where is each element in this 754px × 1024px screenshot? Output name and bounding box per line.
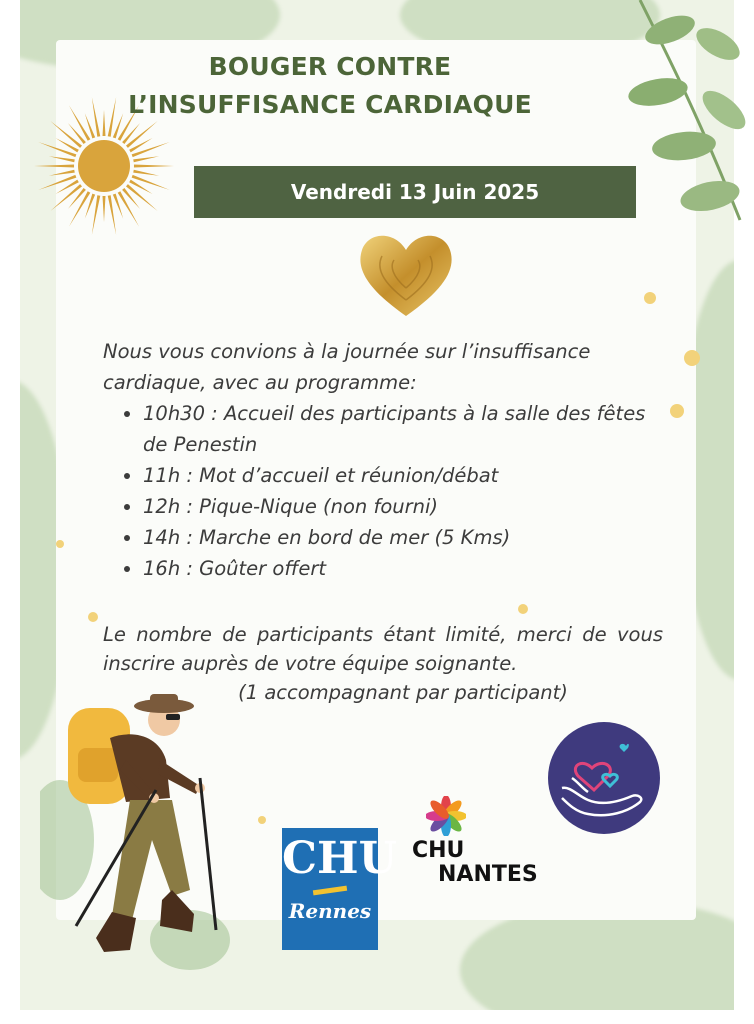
sun-ray xyxy=(108,195,116,235)
gold-dot xyxy=(644,292,656,304)
event-date: Vendredi 13 Juin 2025 xyxy=(290,180,540,204)
sun-ray xyxy=(38,142,76,157)
gold-dot xyxy=(88,612,98,622)
sun-ray xyxy=(122,123,140,144)
program-item: • 14h : Marche en bord de mer (5 Kms) xyxy=(143,522,663,553)
chu-rennes-city: Rennes xyxy=(288,899,372,923)
sun-ray xyxy=(108,97,116,137)
program-item: • 12h : Pique-Nique (non fourni) xyxy=(143,491,663,522)
hands-hearts-logo xyxy=(548,722,660,834)
intro-paragraph: Nous vous convions à la journée sur l’insuffisance cardiaque, avec au programme: xyxy=(103,340,591,394)
sun-ray xyxy=(133,156,159,162)
chu-rennes-logo xyxy=(282,828,397,950)
chu-nantes-acronym: CHU xyxy=(412,838,465,863)
sun-ray xyxy=(134,165,174,168)
program-list xyxy=(103,398,663,584)
sun-ray xyxy=(132,142,170,157)
title-line-1: BOUGER CONTRE xyxy=(208,52,452,81)
sun-ray xyxy=(68,123,86,144)
chu-nantes-logo xyxy=(410,796,570,892)
sun-ray xyxy=(133,170,159,176)
gold-dot xyxy=(56,540,64,548)
sun-ray xyxy=(68,188,86,209)
sun-ray xyxy=(103,196,106,222)
chu-rennes-acronym: CHU xyxy=(282,833,397,884)
program-item: • 10h30 : Accueil des participants à la salle des fêtes de Penestin xyxy=(143,398,663,460)
gold-dot xyxy=(518,604,528,614)
gold-dot xyxy=(670,404,684,418)
sun-ray xyxy=(122,188,140,209)
program-item: • 11h : Mot d’accueil et réunion/débat xyxy=(143,460,663,491)
sun-ray xyxy=(38,175,76,190)
gold-heart-icon xyxy=(356,228,456,320)
gold-dot xyxy=(684,350,700,366)
sun-ray xyxy=(34,165,74,168)
sun-ray xyxy=(49,156,75,162)
sun-ray xyxy=(92,195,100,235)
event-date-banner xyxy=(194,166,636,218)
invitation-text xyxy=(103,336,663,584)
chu-nantes-city: NANTES xyxy=(438,862,538,887)
hiker-illustration xyxy=(40,690,240,980)
poster-title xyxy=(120,48,540,124)
sun-ray xyxy=(103,110,106,136)
chu-nantes-flower-icon xyxy=(426,796,466,836)
companion-note: (1 accompagnant par participant) xyxy=(238,681,568,704)
sun-ray xyxy=(49,170,75,176)
title-line-2: L’INSUFFISANCE CARDIAQUE xyxy=(128,90,532,119)
registration-paragraph: Le nombre de participants étant limité, merci de vous inscrire auprès de votre équipe soignante. xyxy=(103,623,663,675)
sun-ray xyxy=(92,97,100,137)
sun-ray xyxy=(132,175,170,190)
program-item: • 16h : Goûter offert xyxy=(143,553,663,584)
gold-dot xyxy=(258,816,266,824)
